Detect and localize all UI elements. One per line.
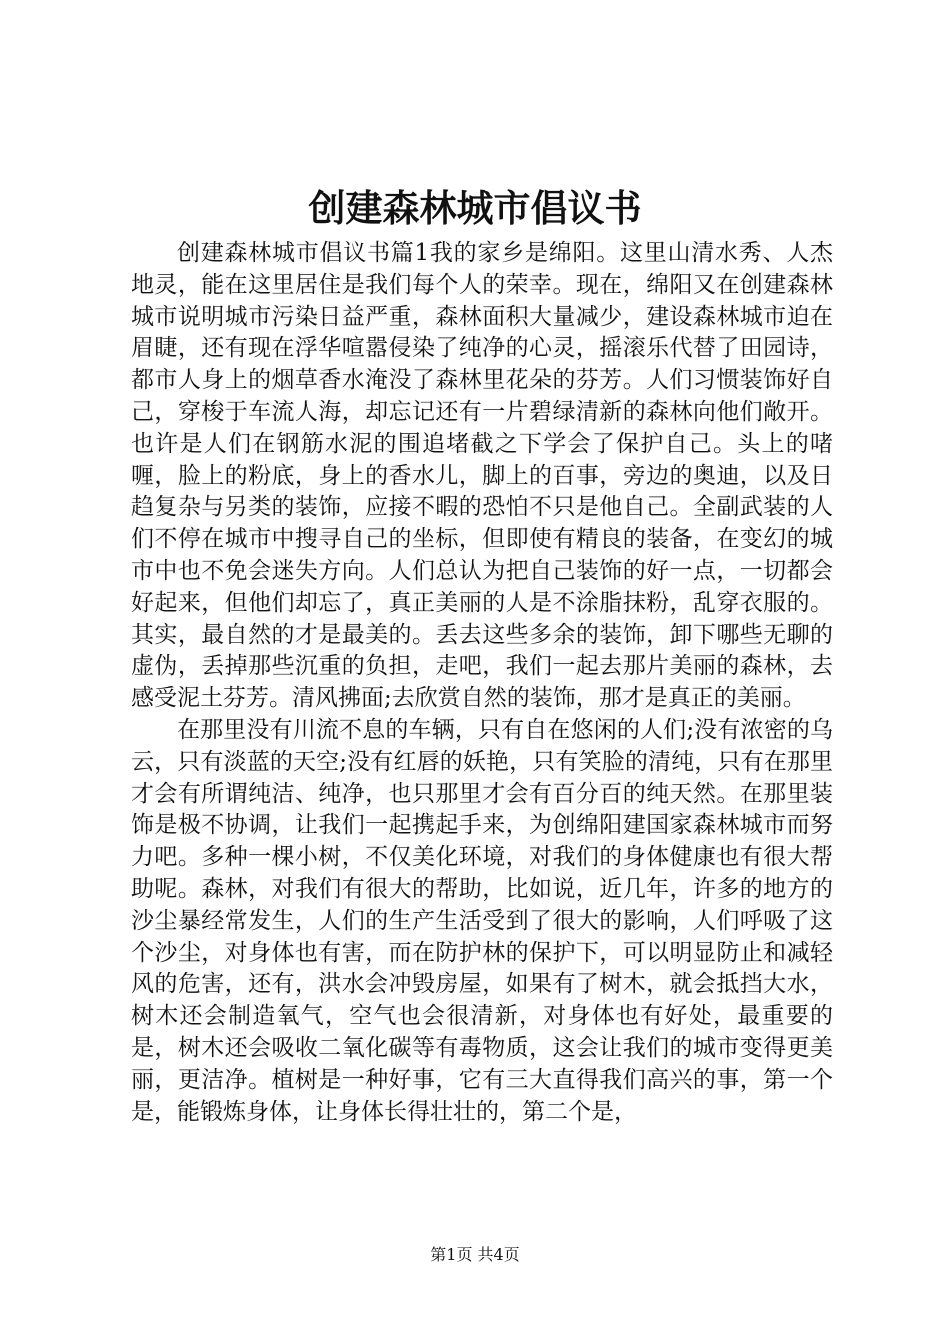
paragraph: 创建森林城市倡议书篇1我的家乡是绵阳。这里山清水秀、人杰地灵，能在这里居住是我们每个人的荣幸。现在，绵阳又在创建森林城市说明城市污染日益严重，森林面积大量减少，建设森林城市迫在眉睫，还有现在浮华喧嚣侵染了纯净的心灵，摇滚乐代替了田园诗，都市人身上的烟草香水淹没了森林里花朵的芬芳。人们习惯装饰好自己，穿梭于车流人海，却忘记还有一片碧绿清新的森林向他们敞开。也许是人们在钢筋水泥的围追堵截之下学会了保护自己。头上的啫喱，脸上的粉底，身上的香水儿，脚上的百事，旁边的奥迪，以及日趋复杂与另类的装饰，应接不暇的恐怕不只是他自己。全副武装的人们不停在城市中搜寻自己的坐标，但即使有精良的装备，在变幻的城市中也不免会迷失方向。人们总认为把自己装饰的好一点，一切都会好起来，但他们却忘了，真正美丽的人是不涂脂抹粉，乱穿衣服的。其实，最自然的才是最美的。丢去这些多余的装饰，卸下哪些无聊的虚伪，丢掉那些沉重的负担，走吧，我们一起去那片美丽的森林，去感受泥土芬芳。清风拂面;去欣赏自然的装饰，那才是真正的美丽。 xyxy=(131,240,833,712)
document-title: 创建森林城市倡议书 xyxy=(308,186,642,230)
paragraph: 在那里没有川流不息的车辆，只有自在悠闲的人们;没有浓密的乌云，只有淡蓝的天空;没有红唇的妖艳，只有笑脸的清纯，只有在那里才会有所谓纯洁、纯净，也只那里才会有百分百的纯天然。在那里装饰是极不协调，让我们一起携起手来，为创绵阳建国家森林城市而努力吧。多种一棵小树，不仅美化环境，对我们的身体健康也有很大帮助呢。森林，对我们有很大的帮助，比如说，近几年，许多的地方的沙尘暴经常发生，人们的生产生活受到了很大的影响，人们呼吸了这个沙尘，对身体也有害，而在防护林的保护下，可以明显防止和减轻风的危害，还有，洪水会冲毁房屋，如果有了树木，就会抵挡大水，树木还会制造氧气，空气也会很清新，对身体也有好处，最重要的是，树木还会吸收二氧化碳等有毒物质，这会让我们的城市变得更美丽，更洁净。植树是一种好事，它有三大直得我们高兴的事，第一个是，能锻炼身体，让身体长得壮壮的，第二个是， xyxy=(131,716,833,1125)
document-body xyxy=(131,238,833,1128)
page-number-footer: 第1页 共4页 xyxy=(430,1245,520,1264)
